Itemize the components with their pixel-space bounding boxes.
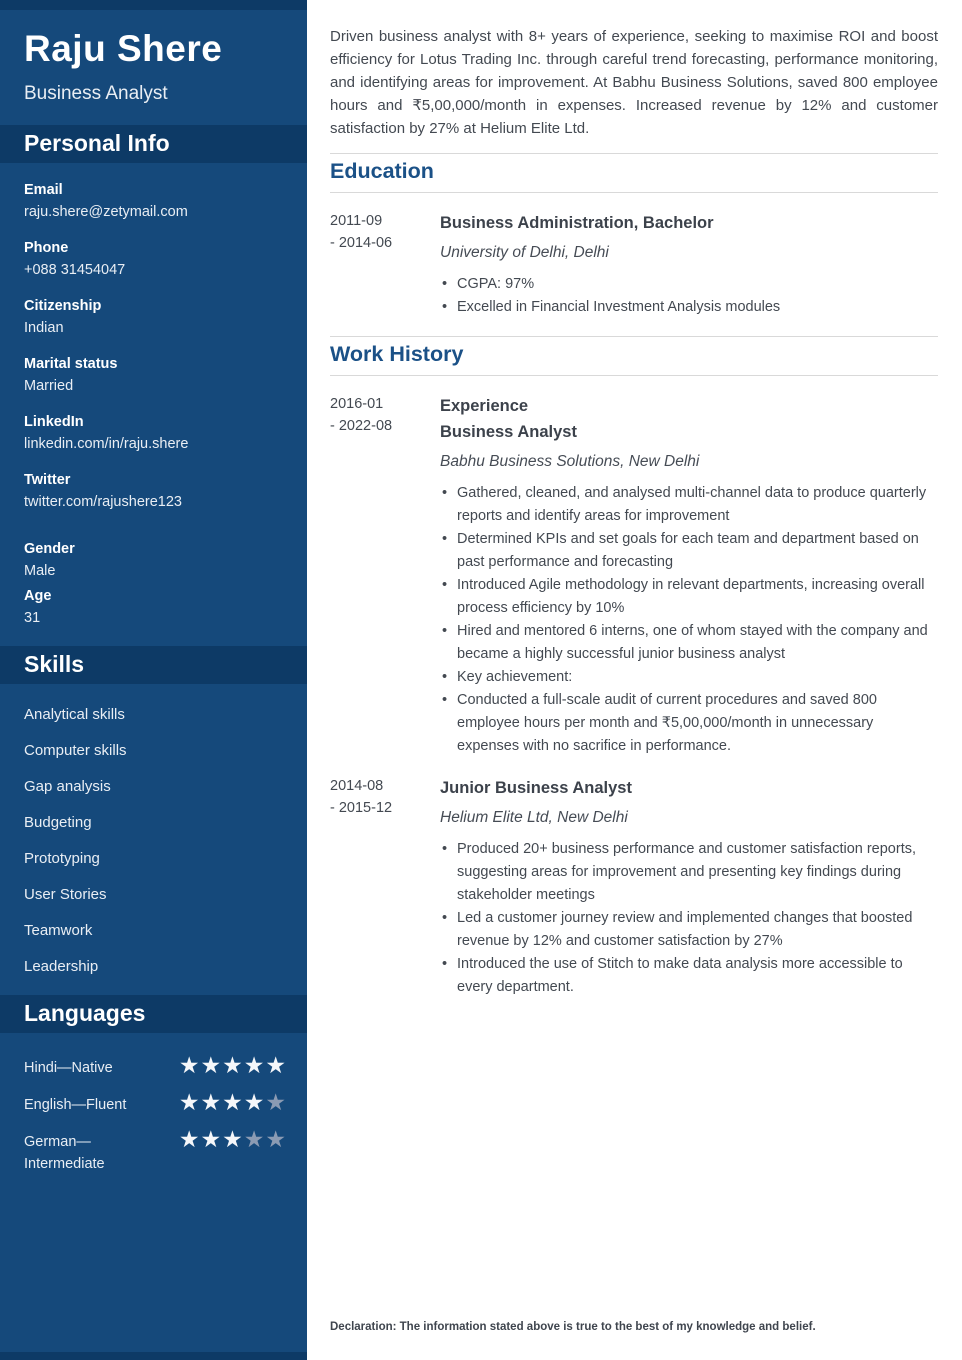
entry-title: Business Analyst bbox=[440, 423, 577, 441]
languages-list bbox=[0, 1033, 307, 1175]
entry-body bbox=[440, 775, 938, 999]
entry-dates bbox=[330, 393, 440, 758]
bullet-item: • Gathered, cleaned, and analysed multi-channel data to produce quarterly reports and identify areas for improvement bbox=[440, 482, 938, 528]
bullet-item: • CGPA: 97% bbox=[440, 273, 938, 296]
star-icon-filled: ★ bbox=[200, 1088, 223, 1115]
entry-bullets bbox=[440, 273, 938, 319]
language-rating bbox=[179, 1053, 287, 1078]
field-label: Citizenship bbox=[24, 297, 102, 314]
skill-item: Leadership bbox=[24, 957, 99, 975]
field-value: +088 31454047 bbox=[24, 261, 126, 278]
main-content bbox=[307, 0, 962, 1360]
language-rating bbox=[179, 1090, 287, 1115]
star-icon-filled: ★ bbox=[265, 1051, 287, 1078]
field-value: twitter.com/rajushere123 bbox=[24, 493, 182, 510]
skills-section-header: Skills bbox=[0, 646, 307, 684]
field-label: Marital status bbox=[24, 355, 118, 372]
declaration-text: Declaration: The information stated above is true to the best of my knowledge and belief. bbox=[330, 1321, 816, 1333]
entry-date-end: - 2015-12 bbox=[330, 800, 393, 816]
skill-item: Teamwork bbox=[24, 921, 93, 939]
skill-item: Computer skills bbox=[24, 741, 127, 759]
bullet-item: • Excelled in Financial Investment Analysis modules bbox=[440, 296, 938, 319]
entry bbox=[330, 376, 938, 758]
section-entries bbox=[330, 376, 938, 1016]
star-icon-filled: ★ bbox=[200, 1051, 223, 1078]
entry-body bbox=[440, 393, 938, 758]
language-label: English—Fluent bbox=[24, 1096, 127, 1113]
entry-dates bbox=[330, 775, 440, 999]
field-value: linkedin.com/in/raju.shere bbox=[24, 435, 189, 452]
bullet-item: • Produced 20+ business performance and customer satisfaction reports, suggesting areas for improvement and presenting key findings during stakeholder meetings bbox=[440, 838, 938, 907]
section-heading bbox=[330, 336, 938, 376]
entry-subtitle: Babhu Business Solutions, New Delhi bbox=[440, 453, 700, 470]
sidebar-top-strip bbox=[0, 0, 307, 10]
star-icon-filled: ★ bbox=[178, 1051, 201, 1078]
personal-info-section-header: Personal Info bbox=[0, 125, 307, 163]
entry-date-end: - 2022-08 bbox=[330, 418, 393, 434]
entry-date-start: 2011-09 bbox=[330, 213, 383, 229]
entry-subtitle: University of Delhi, Delhi bbox=[440, 244, 609, 261]
star-icon-filled: ★ bbox=[178, 1125, 201, 1152]
skill-item: Analytical skills bbox=[24, 705, 125, 723]
star-icon-filled: ★ bbox=[222, 1088, 244, 1115]
personal-field-citizenship bbox=[24, 298, 283, 336]
languages-section-header: Languages bbox=[0, 995, 307, 1033]
star-icon-filled: ★ bbox=[200, 1125, 223, 1152]
entry bbox=[330, 758, 938, 999]
entry-date-end: - 2014-06 bbox=[330, 235, 393, 251]
field-label: Email bbox=[24, 181, 63, 198]
bullet-item: • Determined KPIs and set goals for each team and department based on past performance and forecasting bbox=[440, 528, 938, 574]
section-work-history bbox=[330, 336, 938, 1016]
entry-subtitle: Helium Elite Ltd, New Delhi bbox=[440, 809, 628, 826]
star-icon-empty: ★ bbox=[265, 1088, 287, 1115]
entry-bullets bbox=[440, 482, 938, 758]
field-value: Married bbox=[24, 377, 74, 394]
personal-field-email bbox=[24, 182, 283, 220]
personal-info-fields bbox=[0, 163, 307, 626]
personal-field-age bbox=[24, 588, 283, 626]
language-row bbox=[24, 1090, 287, 1116]
star-icon-empty: ★ bbox=[243, 1125, 266, 1152]
personal-field-linkedin bbox=[24, 414, 283, 452]
personal-field-gender bbox=[24, 541, 283, 579]
bullet-item: • Conducted a full-scale audit of current procedures and saved 800 employee hours per month and ₹5,00,000/month in unnecessary expenses with no sacrifice in performance. bbox=[440, 689, 938, 758]
entry-dates bbox=[330, 210, 440, 319]
sidebar bbox=[0, 0, 307, 1360]
personal-field-phone bbox=[24, 240, 283, 278]
entry-bullets bbox=[440, 838, 938, 999]
field-label: Gender bbox=[24, 540, 75, 557]
field-value: raju.shere@zetymail.com bbox=[24, 203, 188, 220]
star-icon-filled: ★ bbox=[243, 1088, 266, 1115]
star-icon-empty: ★ bbox=[265, 1125, 287, 1152]
personal-field-marital-status bbox=[24, 356, 283, 394]
field-label: Twitter bbox=[24, 471, 71, 488]
candidate-name: Raju Shere bbox=[24, 28, 223, 69]
field-value: 31 bbox=[24, 609, 41, 626]
skill-item: Gap analysis bbox=[24, 777, 111, 795]
sidebar-bottom-strip bbox=[0, 1352, 307, 1360]
field-label: Phone bbox=[24, 239, 69, 256]
field-label: LinkedIn bbox=[24, 413, 84, 430]
bullet-item: • Led a customer journey review and implemented changes that boosted revenue by 12% and customer satisfaction by 27% bbox=[440, 907, 938, 953]
star-icon-filled: ★ bbox=[222, 1051, 244, 1078]
field-label: Age bbox=[24, 587, 52, 604]
entry-date-start: 2016-01 bbox=[330, 396, 384, 412]
entry-title: Junior Business Analyst bbox=[440, 779, 632, 797]
star-icon-filled: ★ bbox=[243, 1051, 266, 1078]
professional-summary: Driven business analyst with 8+ years of experience, seeking to maximise ROI and boost efficiency for Lotus Trading Inc. through careful trend forecasting, performance monitoring, and identifying areas for improvement. At Babhu Business Solutions, saved 800 employee hours and ₹5,00,000/month in expenses. Increased revenue by 12% and customer satisfaction by 27% at Helium Elite Ltd. bbox=[330, 28, 938, 137]
skill-item: Budgeting bbox=[24, 813, 92, 831]
section-heading bbox=[330, 153, 938, 193]
language-row bbox=[24, 1127, 287, 1175]
section-title: Work History bbox=[330, 342, 464, 366]
entry-title: Business Administration, Bachelor bbox=[440, 214, 714, 232]
language-rating bbox=[179, 1127, 287, 1152]
star-icon-filled: ★ bbox=[222, 1125, 244, 1152]
candidate-job-title: Business Analyst bbox=[24, 82, 168, 104]
bullet-item: • Key achievement: bbox=[440, 666, 938, 689]
skill-item: Prototyping bbox=[24, 849, 100, 867]
resume-sections bbox=[330, 153, 938, 1016]
entry-title: Experience bbox=[440, 397, 529, 415]
entry-body bbox=[440, 210, 938, 319]
skills-list bbox=[0, 684, 307, 975]
bullet-item: • Introduced Agile methodology in relevant departments, increasing overall process efficiency by 10% bbox=[440, 574, 938, 620]
field-value: Male bbox=[24, 562, 56, 579]
entry-date-start: 2014-08 bbox=[330, 778, 384, 794]
bullet-item: • Hired and mentored 6 interns, one of whom stayed with the company and became a highly successful junior business analyst bbox=[440, 620, 938, 666]
bullet-item: • Introduced the use of Stitch to make data analysis more accessible to every department. bbox=[440, 953, 938, 999]
language-label: Hindi—Native bbox=[24, 1059, 113, 1076]
language-row bbox=[24, 1053, 287, 1079]
star-icon-filled: ★ bbox=[178, 1088, 201, 1115]
personal-field-twitter bbox=[24, 472, 283, 510]
section-entries bbox=[330, 193, 938, 336]
skill-item: User Stories bbox=[24, 885, 107, 903]
entry bbox=[330, 193, 938, 319]
section-education bbox=[330, 153, 938, 336]
section-title: Education bbox=[330, 159, 434, 183]
field-value: Indian bbox=[24, 319, 64, 336]
language-label: German—Intermediate bbox=[24, 1133, 105, 1172]
